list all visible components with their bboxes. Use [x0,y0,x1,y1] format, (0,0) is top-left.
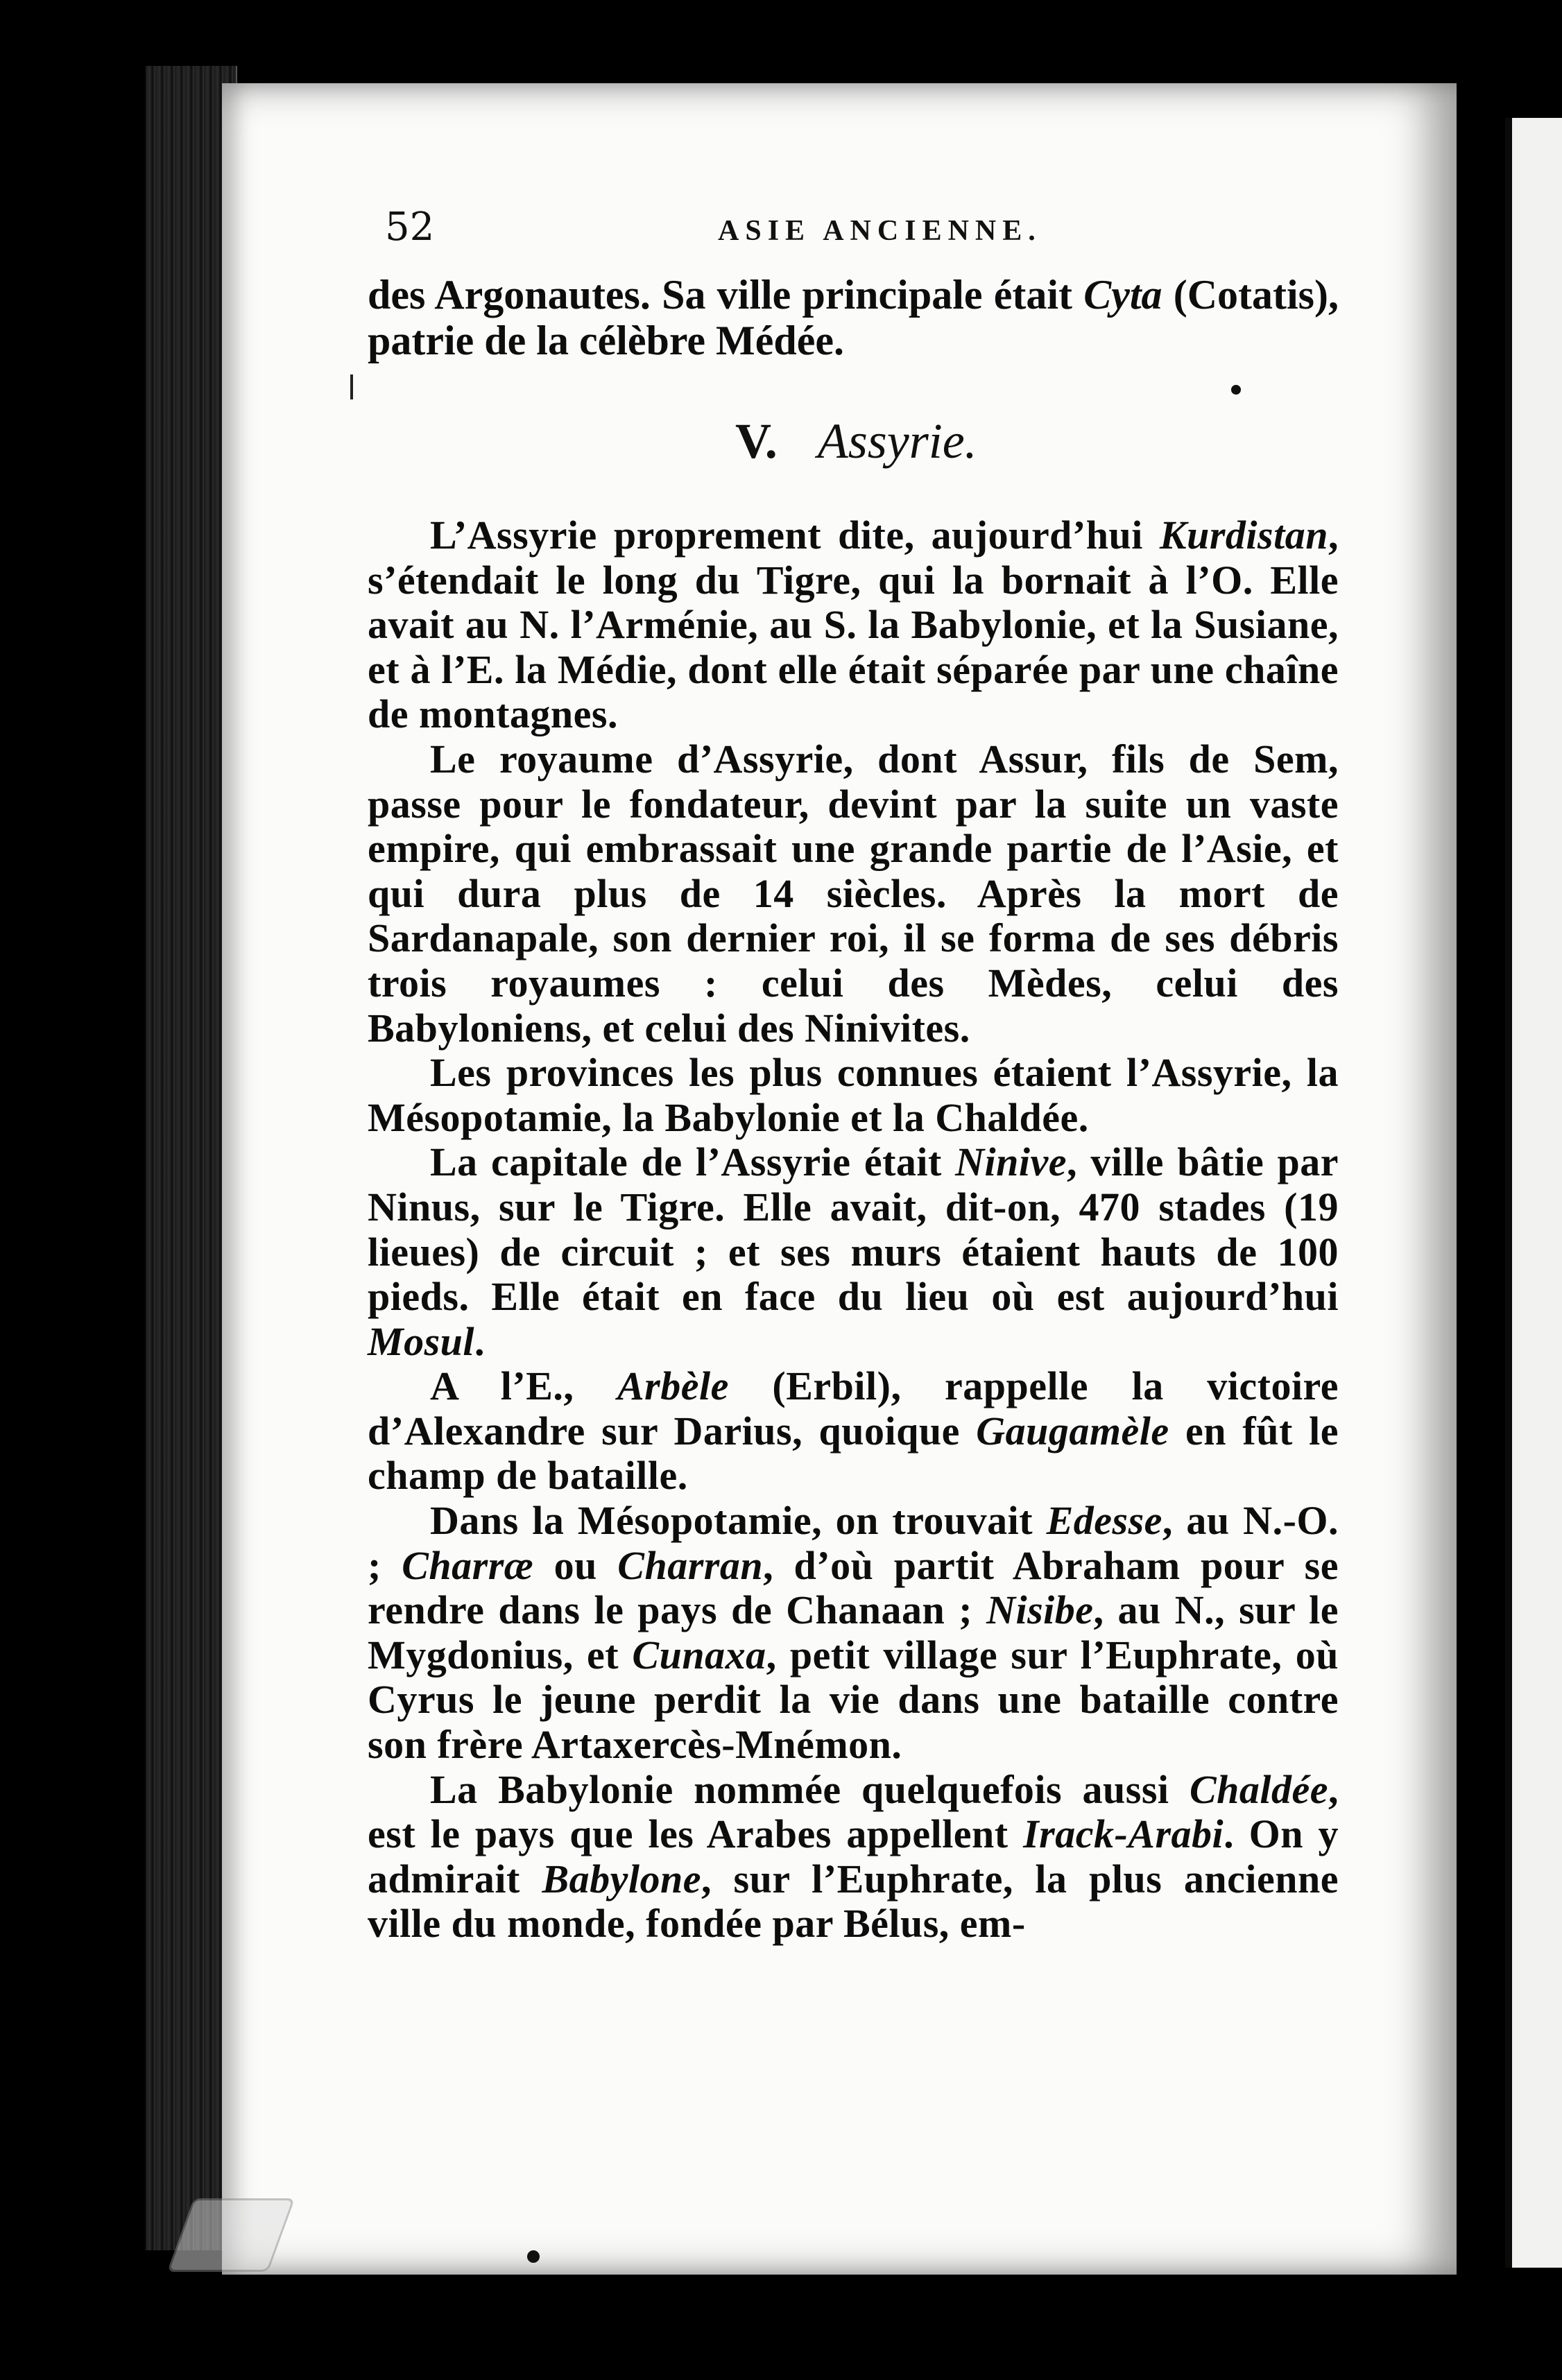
text-run: . On y admirait [368,1811,1339,1902]
text-run: (Erbil), rappelle la victoire d’Alexandre sur Darius, quoique [368,1363,1339,1454]
text-run: Le royaume d’Assyrie, dont Assur, fils de Sem, passe pour le fondateur, devint par la suite un vaste empire, qui embrassait une grande partie de l’Asie, et qui dura plus de 14 siècles. Après la mort de Sardanapale, son dernier roi, il se forma de ses débris trois royaumes : celui des Mèdes, celui des Babyloniens, et celui des Ninivites. [368,736,1339,1051]
paragraph [368,1051,1339,1140]
text-run: L’Assyrie proprement dite, aujourd’hui [430,512,1160,558]
text-run: , sur l’Euphrate, la plus ancienne ville du monde, fondée par Bélus, em- [368,1856,1339,1947]
italic-place-name: Nisibe [986,1587,1094,1633]
paragraph [368,737,1339,1051]
italic-place-name: Charran [617,1542,764,1588]
text-run: , au N., sur le Mygdonius, et [368,1587,1339,1678]
italic-place-name: Charræ [402,1542,534,1588]
italic-place-name: Chaldée [1189,1766,1328,1812]
paragraph [368,1140,1339,1364]
paragraph [368,513,1339,737]
paragraph [368,1768,1339,1947]
section-number: V. [735,413,778,469]
text-run: en fût le champ de bataille. [368,1408,1339,1499]
carryover-italic-term: Cyta [1083,272,1162,318]
paragraph [368,1499,1339,1768]
text-run: , au N.-O. ; [368,1498,1339,1588]
text-run: La Babylonie nommée quelquefois aussi [430,1766,1190,1812]
carryover-paragraph [368,272,1339,363]
text-run: Dans la Mésopotamie, on trouvait [430,1498,1047,1544]
paragraph [368,1364,1339,1499]
text-run: , s’étendait le long du Tigre, qui la bornait à l’O. Elle avait au N. l’Arménie, au S. la Babylonie, et la Susiane, et à l’E. la Médie, dont elle était séparée par une chaîne de montagnes. [368,512,1339,737]
text-run: Les provinces les plus connues étaient l’Assyrie, la Mésopotamie, la Babylonie et la Chaldée. [368,1050,1339,1140]
ink-spot [527,2250,540,2263]
italic-place-name: Arbèle [617,1363,729,1409]
carryover-text-after: (Cotatis), patrie de la célèbre Médée. [368,272,1339,363]
text-run: , ville bâtie par Ninus, sur le Tigre. Elle avait, dit-on, 470 stades (19 lieues) de circuit ; et ses murs étaient hauts de 100 pieds. Elle était en face du lieu où est aujourd’hui [368,1139,1339,1320]
text-run: . [474,1318,486,1364]
text-run: , petit village sur l’Euphrate, où Cyrus le jeune perdit la vie dans une bataille contre son frère Artaxercès-Mnémon. [368,1632,1339,1768]
italic-place-name: Kurdistan [1159,512,1328,558]
text-run: , d’où partit Abraham pour se rendre dans le pays de Chanaan ; [368,1542,1339,1633]
italic-place-name: Gaugamèle [976,1408,1169,1454]
italic-place-name: Irack-Arabi [1023,1811,1224,1857]
text-run: , est le pays que les Arabes appellent [368,1766,1339,1857]
text-run: La capitale de l’Assyrie était [430,1139,956,1185]
italic-place-name: Edesse [1046,1498,1162,1544]
italic-place-name: Babylone [542,1856,701,1902]
italic-place-name: Cunaxa [632,1632,766,1678]
body-text [368,513,1339,1947]
ink-spot [1231,385,1241,395]
page-number: 52 [385,205,435,250]
section-title: Assyrie. [817,413,977,469]
italic-place-name: Mosul [368,1318,475,1364]
page-header [385,205,1328,253]
margin-mark [350,374,353,399]
facing-page-edge [1505,118,1562,2268]
italic-place-name: Ninive [955,1139,1067,1185]
running-title: ASIE ANCIENNE. [718,215,1042,247]
text-run: ou [533,1542,618,1588]
carryover-text-before: des Argonautes. Sa ville principale était [368,272,1084,318]
section-heading [735,413,977,470]
text-run: A l’E., [430,1363,617,1409]
